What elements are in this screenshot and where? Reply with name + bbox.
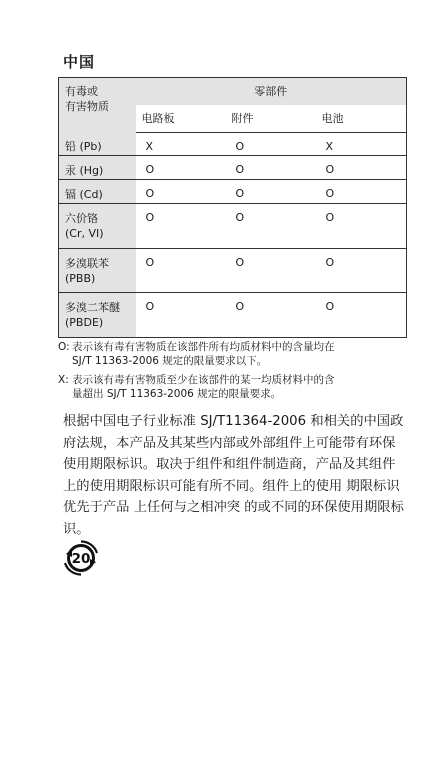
table-cell: O: [226, 155, 316, 179]
note-text-line1: 表示该有毒有害物质至少在该部件的某一均质材料中的含: [72, 374, 335, 386]
table-cell: O: [325, 299, 335, 313]
note-text-line1: 表示该有毒有害物质在该部件所有均质材料中的含量均在: [72, 341, 335, 353]
epup-20-icon: [62, 539, 100, 577]
note-text: [72, 373, 335, 401]
row-label-symbol: (Cr, VI): [65, 226, 104, 240]
table-cell: O: [316, 179, 407, 203]
row-label: 铅 (Pb): [59, 132, 136, 155]
corner-header-line1: 有毒或: [65, 85, 98, 98]
table-cell: O: [235, 299, 245, 313]
column-header: 附件: [226, 105, 316, 132]
row-label: 镉 (Cd): [59, 179, 136, 203]
row-label-symbol: (PBDE): [65, 315, 104, 329]
table-cell: O: [316, 203, 407, 248]
table-cell: O: [316, 155, 407, 179]
table-cell: O: [316, 248, 407, 292]
corner-header: [59, 78, 136, 133]
epup-number: 20: [71, 551, 91, 567]
row-label-name: 六价铬: [65, 211, 98, 225]
row-label-symbol: (PBB): [65, 271, 96, 285]
parts-header: 零部件: [136, 78, 407, 105]
table-row: [59, 292, 407, 337]
row-label: [59, 292, 136, 337]
table-row: [59, 179, 407, 203]
row-label-name: 多溴二苯醚: [65, 300, 120, 314]
efup-paragraph: 根据中国电子行业标准 SJ/T11364-2006 和相关的中国政府法规，本产品及其某些内部或外部组件上可能带有环保使用期限标识。取决于组件和组件制造商，产品及其组件上的使用期限标识可能有所不同。组件上的使用 期限标识 优先于产品 上任何与之相冲突 的或不同的环保使用期限标识。: [63, 414, 404, 537]
row-label: [59, 248, 136, 292]
page-title: 中国: [63, 53, 96, 71]
note-x: [58, 373, 403, 401]
table-row: [59, 203, 407, 248]
note-text-line2: 量超出 SJ/T 11363-2006 规定的限量要求。: [72, 388, 282, 400]
column-header: 电池: [316, 105, 407, 132]
table-cell: X: [136, 132, 226, 155]
table-cell: O: [136, 155, 226, 179]
table-row: [59, 248, 407, 292]
note-text-line2: SJ/T 11363-2006 规定的限量要求以下。: [72, 355, 268, 367]
table-notes: [58, 340, 403, 406]
column-header: 电路板: [136, 105, 226, 132]
row-label: [59, 203, 136, 248]
corner-header-line2: 有害物质: [65, 100, 109, 113]
note-o: [58, 340, 403, 368]
note-key: O:: [58, 341, 70, 353]
hazardous-substance-table: [58, 77, 407, 338]
table-row: [59, 155, 407, 179]
table-cell: O: [145, 299, 155, 313]
table-cell: O: [226, 248, 316, 292]
table-cell: O: [226, 203, 316, 248]
table-cell: O: [136, 179, 226, 203]
table-cell: O: [136, 248, 226, 292]
table-cell: O: [136, 203, 226, 248]
row-label: 汞 (Hg): [59, 155, 136, 179]
row-label-name: 多溴联苯: [65, 256, 109, 270]
table-cell: O: [226, 179, 316, 203]
note-key: X:: [58, 374, 69, 386]
table-cell: X: [316, 132, 407, 155]
note-text: [72, 340, 335, 368]
table-row: [59, 132, 407, 155]
table-cell: O: [226, 132, 316, 155]
